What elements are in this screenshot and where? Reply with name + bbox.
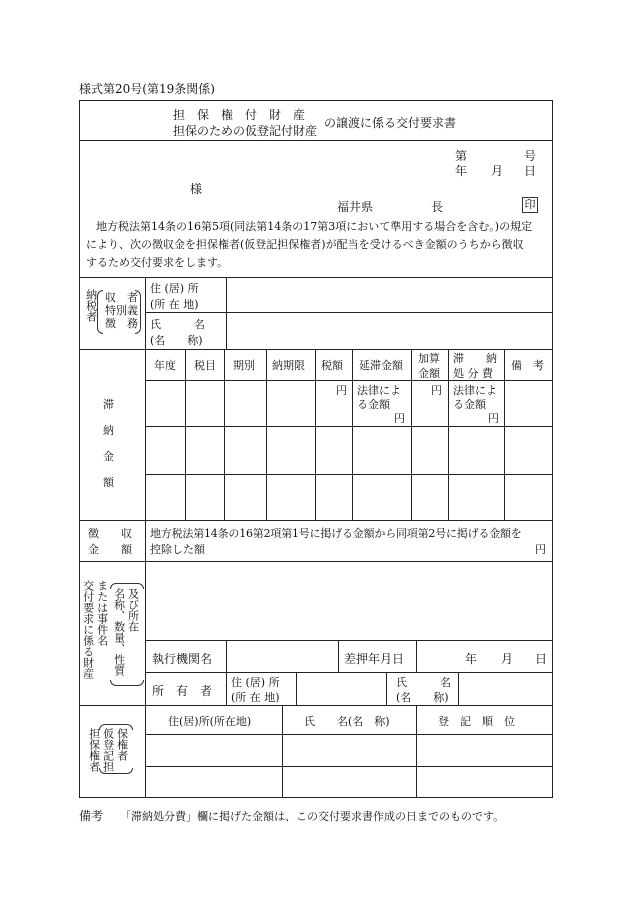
col-due-date: 納期限 [272,359,305,372]
date-year: 年 [455,164,468,178]
footnote-text: 「滞納処分費」欄に掲げた金額は、この交付要求書作成の日までのものです。 [120,810,505,823]
property-label-col-4: 及び所在 [126,588,140,632]
collection-label-1: 徴 収 [88,527,132,540]
seizure-month: 月 [501,652,514,666]
number-suffix: 号 [524,149,537,163]
property-label-col-1: 交付要求に係る財産 [81,580,95,679]
owner-address-label-1: 住 (居) 所 [231,676,280,689]
holders-bracket-top [99,724,133,730]
property-bracket-bottom [110,680,144,686]
tax-amount-yen: 円 [336,384,347,397]
title-line-2: 担保のための仮登記付財産 [173,124,318,138]
col-period: 期別 [233,359,255,372]
collection-text-1: 地方税法第14条の16第2項第1号に掲げる金額から同項第2号に掲げる金額を [150,527,522,540]
footnote-label: 備考 [79,809,104,823]
taxpayer-name-label-1: 氏 名 [150,318,205,331]
col-fiscal-year: 年度 [154,359,176,372]
seizure-date-label: 差押年月日 [344,652,405,666]
col-tax-item: 税目 [194,359,216,372]
holders-label-col-1: 担保権者 [87,728,101,772]
col-remarks: 備 考 [511,359,544,372]
holders-bracket-bottom [99,768,133,774]
title-line-1: 担 保 権 付 財 産 [173,108,306,122]
notice-body-2: により、次の徴収金を担保権者(仮登記担保権者)が配当を受けるべき金額のうちから徴収 [86,238,524,251]
owner-label: 所 有 者 [152,684,213,698]
col-additional-1: 加算 [418,352,440,365]
disposition-yen: 円 [488,412,499,425]
notice-body-1: 地方税法第14条の16第5項(同法第14条の17第3項において準用する場合を含む。)の規定 [96,220,533,233]
holders-col-order: 登 記 順 位 [438,715,515,728]
date-month: 月 [491,164,504,178]
issuer-title: 長 [431,200,444,214]
property-label-col-3: 名称、数量、性質 [112,588,126,676]
taxpayer-inner-label: 収 者 特別義 徴 務 [105,291,138,330]
holders-label-col-2: 仮登記担 [101,728,115,772]
taxpayer-name-label-2: (名 称) [150,334,203,347]
col-late-fee: 延滞金額 [359,359,403,372]
number-prefix: 第 [455,149,468,163]
additional-yen: 円 [431,384,442,397]
notice-body-3: するため交付要求をします。 [86,256,229,269]
taxpayer-address-label-1: 住 (居) 所 [150,282,199,295]
disposition-by-law-1: 法律によ [453,384,497,397]
owner-name-label-2: (名 称) [396,691,449,704]
arrears-side-label: 滞 納 金 額 [103,398,114,489]
seizure-year: 年 [465,652,478,666]
title-suffix: の譲渡に係る交付要求書 [324,116,457,130]
taxpayer-address-label-2: (所 在 地) [150,298,199,311]
collection-text-2: 控除した額 [150,543,205,556]
form-number: 様式第20号(第19条関係) [79,82,215,96]
col-tax-amount: 税額 [321,359,343,372]
late-fee-by-law-1: 法律によ [357,384,401,397]
taxpayer-bracket-left [97,290,103,334]
seizure-day: 日 [535,652,548,666]
date-day: 日 [524,164,537,178]
late-fee-by-law-2: る金額 [357,398,390,411]
holders-col-name: 氏 名(名 称) [304,715,390,728]
property-label-col-2: または事件名 [95,580,109,646]
col-disposition-1: 滞 納 [453,352,497,365]
taxpayer-label: 納税者 [84,289,98,322]
owner-address-label-2: (所 在 地) [231,691,280,704]
issuer: 福井県 [337,200,374,214]
col-disposition-2: 処 分 費 [453,367,493,380]
seal-stamp: 印 [522,197,538,213]
late-fee-yen: 円 [394,412,405,425]
holders-label-col-3: 保権者 [115,728,129,761]
executing-agency-label: 執行機関名 [152,652,213,666]
holders-col-address: 住(居)所(所在地) [168,715,252,728]
addressee-honorific: 様 [190,182,203,196]
disposition-by-law-2: る金額 [453,398,486,411]
collection-label-2: 金 額 [88,543,132,556]
property-bracket-top [110,583,144,589]
col-additional-2: 金額 [418,367,440,380]
owner-name-label-1: 氏 名 [396,676,451,689]
collection-yen: 円 [535,543,546,556]
